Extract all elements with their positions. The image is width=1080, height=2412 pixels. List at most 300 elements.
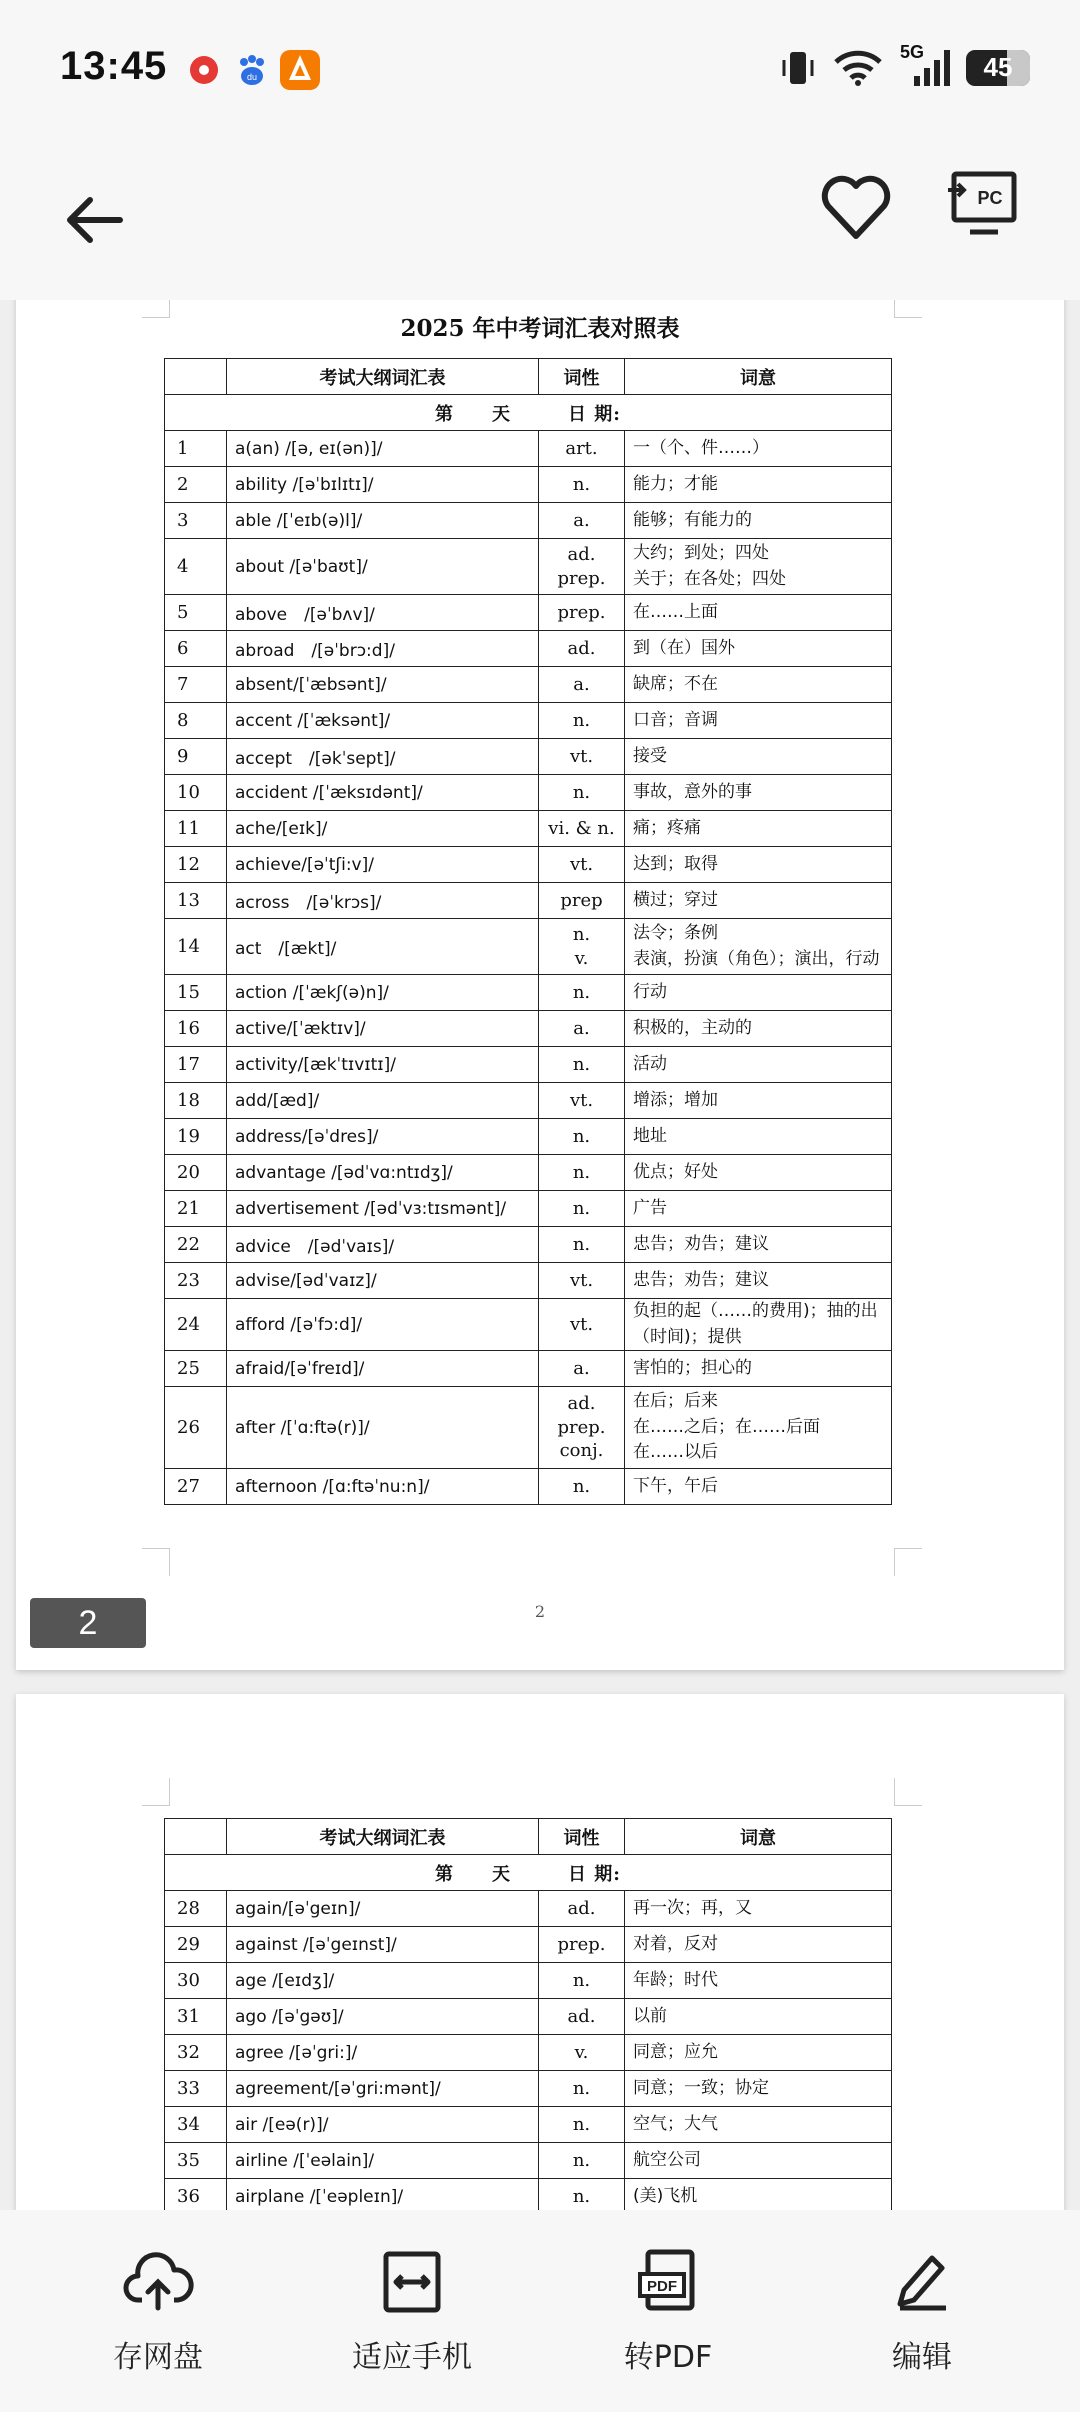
meaning-line: 活动	[633, 1053, 667, 1074]
pos-cell	[539, 1927, 625, 1963]
page-number: 2	[534, 1602, 546, 1621]
top-toolbar	[0, 140, 1080, 300]
meaning-cell	[625, 2179, 892, 2211]
document-page-2	[16, 1694, 1064, 2210]
meaning-line: 能够；有能力的	[633, 509, 752, 530]
back-arrow-icon[interactable]	[60, 180, 140, 260]
pos-line: conj.	[559, 1440, 604, 1462]
table-row	[165, 503, 892, 539]
pos-cell	[539, 1299, 625, 1351]
vibrate-icon	[780, 48, 816, 88]
header-pos: 词性	[539, 1819, 625, 1855]
meaning-line: 到（在）国外	[633, 637, 735, 658]
table-row	[165, 1351, 892, 1387]
edit-label: 编辑	[892, 2340, 952, 2375]
pos-cell	[539, 1999, 625, 2035]
meaning-line: 广告	[633, 1197, 667, 1218]
meaning-line: 在后；后来	[633, 1391, 718, 1412]
battery-level: 45	[983, 52, 1013, 82]
table-row	[165, 1891, 892, 1927]
fit-to-phone-button[interactable]	[292, 2246, 532, 2386]
pos-line: n.	[572, 2185, 591, 2207]
pos-cell	[539, 975, 625, 1011]
row-number: 34	[165, 2107, 227, 2143]
meaning-line: 增添；增加	[633, 1089, 718, 1110]
pos-cell	[539, 847, 625, 883]
pos-line: n.	[572, 2149, 591, 2171]
meaning-cell	[625, 667, 892, 703]
word-cell: activity/[ækˈtɪvɪtɪ]/	[227, 1047, 539, 1083]
meaning-cell	[625, 811, 892, 847]
pos-cell	[539, 1387, 625, 1469]
save-to-cloud-button[interactable]	[38, 2246, 278, 2386]
header-word: 考试大纲词汇表	[227, 359, 539, 395]
pos-line: n.	[572, 924, 591, 946]
meaning-cell	[625, 539, 892, 595]
document-viewer[interactable]	[0, 300, 1080, 2210]
row-number: 5	[165, 595, 227, 631]
header-meaning: 词意	[625, 359, 892, 395]
day-date-label: 第 天 日 期:	[165, 395, 892, 431]
meaning-line: 航空公司	[633, 2149, 701, 2170]
table-row	[165, 1011, 892, 1047]
pos-cell	[539, 1469, 625, 1505]
cellular-signal-icon	[900, 42, 950, 90]
row-number: 10	[165, 775, 227, 811]
meaning-cell	[625, 1011, 892, 1047]
pos-line: n.	[572, 1053, 591, 1075]
page-indicator-badge[interactable]: 2	[30, 1598, 146, 1648]
meaning-cell	[625, 1263, 892, 1299]
meaning-cell	[625, 631, 892, 667]
meaning-line: 同意；一致；协定	[633, 2077, 769, 2098]
meaning-cell	[625, 1227, 892, 1263]
pos-cell	[539, 775, 625, 811]
row-number: 13	[165, 883, 227, 919]
fit-width-icon	[376, 2246, 448, 2318]
meaning-cell	[625, 1191, 892, 1227]
meaning-cell	[625, 775, 892, 811]
pos-line: vt.	[569, 1313, 594, 1335]
word-cell: accident /[ˈæksɪdənt]/	[227, 775, 539, 811]
pos-line: a.	[573, 673, 590, 695]
pos-cell	[539, 2179, 625, 2211]
row-number: 9	[165, 739, 227, 775]
word-cell: again/[əˈgeɪn]/	[227, 1891, 539, 1927]
pos-cell	[539, 1191, 625, 1227]
pos-cell	[539, 595, 625, 631]
word-cell: ability /[əˈbɪlɪtɪ]/	[227, 467, 539, 503]
document-page-1	[16, 300, 1064, 1670]
page-corner-mark	[142, 1548, 170, 1576]
table-header-row	[165, 359, 892, 395]
table-row	[165, 1469, 892, 1505]
table-row	[165, 847, 892, 883]
pos-line: prep.	[557, 1416, 606, 1438]
convert-pdf-button[interactable]	[548, 2246, 788, 2386]
row-number: 30	[165, 1963, 227, 1999]
pos-cell	[539, 1351, 625, 1387]
pos-line: n.	[572, 2077, 591, 2099]
battery-icon	[966, 50, 1030, 86]
table-row	[165, 1083, 892, 1119]
pos-cell	[539, 1891, 625, 1927]
pos-cell	[539, 631, 625, 667]
meaning-line: 忠告；劝告；建议	[633, 1269, 769, 1290]
meaning-cell	[625, 2143, 892, 2179]
pos-line: vi. & n.	[548, 817, 615, 839]
word-cell: afraid/[əˈfreɪd]/	[227, 1351, 539, 1387]
table-row	[165, 1119, 892, 1155]
fit-to-phone-label: 适应手机	[352, 2340, 472, 2375]
pos-line: n.	[572, 1161, 591, 1183]
pos-cell	[539, 1963, 625, 1999]
row-number: 26	[165, 1387, 227, 1469]
pos-cell	[539, 811, 625, 847]
table-row	[165, 1963, 892, 1999]
row-number: 8	[165, 703, 227, 739]
pos-cell	[539, 1119, 625, 1155]
word-cell: achieve/[əˈtʃi:v]/	[227, 847, 539, 883]
pos-cell	[539, 431, 625, 467]
table-row	[165, 1299, 892, 1351]
row-number: 25	[165, 1351, 227, 1387]
pos-cell	[539, 503, 625, 539]
meaning-line: 达到；取得	[633, 853, 718, 874]
notification-app-icon-red	[184, 50, 224, 90]
pos-cell	[539, 1083, 625, 1119]
orange-app-icon	[280, 50, 320, 90]
word-cell: above /[əˈbʌv]/	[227, 595, 539, 631]
word-cell: ago /[əˈgəʊ]/	[227, 1999, 539, 2035]
meaning-line: 地址	[633, 1125, 667, 1146]
meaning-line: (美)飞机	[633, 2185, 698, 2206]
svg-text:PDF: PDF	[647, 2278, 677, 2295]
meaning-cell	[625, 1083, 892, 1119]
word-cell: airline /[ˈeəlain]/	[227, 2143, 539, 2179]
meaning-line: 痛；疼痛	[633, 817, 701, 838]
table-row	[165, 1047, 892, 1083]
table-row	[165, 975, 892, 1011]
row-number: 36	[165, 2179, 227, 2211]
meaning-line: 在……之后；在……后面	[633, 1416, 820, 1437]
meaning-cell	[625, 1119, 892, 1155]
meaning-cell	[625, 1351, 892, 1387]
pos-line: n.	[572, 781, 591, 803]
pos-cell	[539, 467, 625, 503]
wifi-icon	[832, 48, 884, 88]
header-number	[165, 1819, 227, 1855]
row-number: 2	[165, 467, 227, 503]
pos-line: a.	[573, 509, 590, 531]
page-corner-mark	[142, 1778, 170, 1806]
pdf-icon	[632, 2246, 704, 2318]
meaning-line: 忠告；劝告；建议	[633, 1233, 769, 1254]
pos-cell	[539, 1155, 625, 1191]
table-row	[165, 1999, 892, 2035]
pos-line: v.	[574, 947, 589, 969]
meaning-line: 年龄；时代	[633, 1969, 718, 1990]
meaning-line: 再一次；再，又	[633, 1897, 752, 1918]
row-number: 21	[165, 1191, 227, 1227]
meaning-line: 缺席；不在	[633, 673, 718, 694]
meaning-cell	[625, 1299, 892, 1351]
meaning-line: 一（个、件……）	[633, 437, 769, 458]
word-cell: absent/[ˈæbsənt]/	[227, 667, 539, 703]
pos-line: v.	[574, 2041, 589, 2063]
table-row	[165, 1263, 892, 1299]
meaning-line: 空气；大气	[633, 2113, 718, 2134]
convert-pdf-label: 转PDF	[623, 2340, 713, 2375]
pos-cell	[539, 919, 625, 975]
header-word: 考试大纲词汇表	[227, 1819, 539, 1855]
word-cell: add/[æd]/	[227, 1083, 539, 1119]
meaning-line: 行动	[633, 981, 667, 1002]
meaning-line: 优点；好处	[633, 1161, 718, 1182]
meaning-line: 横过；穿过	[633, 889, 718, 910]
table-row	[165, 667, 892, 703]
row-number: 12	[165, 847, 227, 883]
cast-to-pc-icon[interactable]	[946, 168, 1022, 244]
table-row	[165, 775, 892, 811]
word-cell: across /[əˈkrɔs]/	[227, 883, 539, 919]
word-cell: after /[ˈɑ:ftə(r)]/	[227, 1387, 539, 1469]
meaning-cell	[625, 1387, 892, 1469]
table-row	[165, 595, 892, 631]
status-icons	[780, 42, 1030, 90]
cloud-upload-icon	[122, 2246, 194, 2318]
meaning-cell	[625, 847, 892, 883]
meaning-cell	[625, 1155, 892, 1191]
pos-cell	[539, 667, 625, 703]
word-cell: able /[ˈeɪb(ə)l]/	[227, 503, 539, 539]
pos-cell	[539, 703, 625, 739]
pos-line: n.	[572, 981, 591, 1003]
vocabulary-table	[164, 1818, 892, 2210]
row-number: 1	[165, 431, 227, 467]
meaning-line: 在……上面	[633, 601, 718, 622]
word-cell: airplane /[ˈeəpleɪn]/	[227, 2179, 539, 2211]
meaning-line: 法令；条例	[633, 923, 718, 943]
table-row	[165, 739, 892, 775]
pos-cell	[539, 539, 625, 595]
meaning-line: 关于；在各处；四处	[633, 568, 786, 589]
table-row	[165, 1927, 892, 1963]
pos-line: ad.	[567, 1897, 596, 1919]
meaning-line: 大约；到处；四处	[633, 543, 769, 563]
meaning-cell	[625, 1469, 892, 1505]
meaning-line: 积极的，主动的	[633, 1017, 752, 1038]
meaning-line: 同意；应允	[633, 2041, 718, 2062]
meaning-cell	[625, 703, 892, 739]
table-row	[165, 883, 892, 919]
meaning-cell	[625, 1047, 892, 1083]
word-cell: accent /[ˈæksənt]/	[227, 703, 539, 739]
table-row	[165, 2107, 892, 2143]
word-cell: age /[eɪdʒ]/	[227, 1963, 539, 1999]
table-header-row	[165, 1819, 892, 1855]
day-date-row	[165, 395, 892, 431]
word-cell: afternoon /[ɑ:ftəˈnu:n]/	[227, 1469, 539, 1505]
status-bar	[0, 0, 1080, 140]
header-meaning: 词意	[625, 1819, 892, 1855]
word-cell: air /[eə(r)]/	[227, 2107, 539, 2143]
table-row	[165, 467, 892, 503]
pos-line: ad.	[567, 544, 596, 566]
pos-line: n.	[572, 1475, 591, 1497]
document-title: 2025 年中考词汇表对照表	[400, 315, 680, 342]
word-cell: about /[əˈbaʊt]/	[227, 539, 539, 595]
pos-cell	[539, 1047, 625, 1083]
word-cell: ache/[eɪk]/	[227, 811, 539, 847]
pos-cell	[539, 739, 625, 775]
row-number: 35	[165, 2143, 227, 2179]
pos-line: n.	[572, 1233, 591, 1255]
pos-cell	[539, 2035, 625, 2071]
row-number: 32	[165, 2035, 227, 2071]
meaning-line: 对着，反对	[633, 1933, 718, 1954]
word-cell: agreement/[əˈgri:mənt]/	[227, 2071, 539, 2107]
row-number: 4	[165, 539, 227, 595]
row-number: 11	[165, 811, 227, 847]
pencil-icon	[886, 2246, 958, 2318]
word-cell: active/[ˈæktɪv]/	[227, 1011, 539, 1047]
row-number: 31	[165, 1999, 227, 2035]
table-row	[165, 2179, 892, 2211]
pos-line: n.	[572, 2113, 591, 2135]
meaning-cell	[625, 467, 892, 503]
word-cell: advise/[ədˈvaɪz]/	[227, 1263, 539, 1299]
pos-cell	[539, 1227, 625, 1263]
header-number	[165, 359, 227, 395]
meaning-cell	[625, 1963, 892, 1999]
meaning-line: 接受	[633, 745, 667, 766]
save-to-cloud-label: 存网盘	[113, 2340, 203, 2375]
row-number: 14	[165, 919, 227, 975]
page-corner-mark	[894, 1548, 922, 1576]
meaning-cell	[625, 1927, 892, 1963]
pos-line: ad.	[567, 1393, 596, 1415]
meaning-line: 表演，扮演（角色）；演出，行动	[633, 948, 880, 969]
row-number: 29	[165, 1927, 227, 1963]
pos-line: ad.	[567, 2005, 596, 2027]
table-row	[165, 1155, 892, 1191]
table-row	[165, 1191, 892, 1227]
table-row	[165, 2035, 892, 2071]
table-row	[165, 2143, 892, 2179]
meaning-cell	[625, 503, 892, 539]
word-cell: agree /[əˈgri:]/	[227, 2035, 539, 2071]
pos-line: vt.	[569, 745, 594, 767]
pos-line: a.	[573, 1017, 590, 1039]
pos-cell	[539, 2143, 625, 2179]
word-cell: abroad /[əˈbrɔ:d]/	[227, 631, 539, 667]
meaning-cell	[625, 2071, 892, 2107]
row-number: 6	[165, 631, 227, 667]
row-number: 23	[165, 1263, 227, 1299]
vocabulary-table	[164, 358, 892, 1505]
table-row	[165, 539, 892, 595]
table-row	[165, 703, 892, 739]
pos-line: art.	[565, 437, 598, 459]
row-number: 17	[165, 1047, 227, 1083]
row-number: 24	[165, 1299, 227, 1351]
bottom-toolbar	[0, 2210, 1080, 2412]
day-date-label: 第 天 日 期:	[165, 1855, 892, 1891]
pos-cell	[539, 2071, 625, 2107]
word-cell: advice /[ədˈvaɪs]/	[227, 1227, 539, 1263]
pos-line: prep.	[557, 601, 606, 623]
word-cell: afford /[əˈfɔ:d]/	[227, 1299, 539, 1351]
word-cell: advantage /[ədˈvɑ:ntɪdʒ]/	[227, 1155, 539, 1191]
meaning-line: 事故，意外的事	[633, 781, 752, 802]
pos-cell	[539, 883, 625, 919]
meaning-cell	[625, 431, 892, 467]
word-cell: against /[əˈgeɪnst]/	[227, 1927, 539, 1963]
pos-line: a.	[573, 1357, 590, 1379]
row-number: 7	[165, 667, 227, 703]
row-number: 28	[165, 1891, 227, 1927]
meaning-line: 以前	[633, 2005, 667, 2026]
edit-button[interactable]	[802, 2246, 1042, 2386]
row-number: 27	[165, 1469, 227, 1505]
header-pos: 词性	[539, 359, 625, 395]
table-row	[165, 1227, 892, 1263]
status-time: 13:45	[60, 44, 168, 88]
meaning-cell	[625, 1891, 892, 1927]
table-row	[165, 811, 892, 847]
row-number: 15	[165, 975, 227, 1011]
row-number: 3	[165, 503, 227, 539]
day-date-row	[165, 1855, 892, 1891]
pos-line: vt.	[569, 1089, 594, 1111]
row-number: 33	[165, 2071, 227, 2107]
pos-line: n.	[572, 1969, 591, 1991]
heart-icon[interactable]	[818, 170, 894, 246]
page-corner-mark	[894, 1778, 922, 1806]
meaning-cell	[625, 975, 892, 1011]
row-number: 16	[165, 1011, 227, 1047]
meaning-line: 下午，午后	[633, 1475, 718, 1496]
table-row	[165, 1387, 892, 1469]
meaning-cell	[625, 739, 892, 775]
table-row	[165, 431, 892, 467]
meaning-line: 负担的起（……的费用)；抽的出（时间)；提供	[633, 1301, 878, 1347]
table-row	[165, 919, 892, 975]
word-cell: advertisement /[ədˈvɜ:tɪsmənt]/	[227, 1191, 539, 1227]
baidu-icon	[232, 50, 272, 90]
pos-line: n.	[572, 709, 591, 731]
pos-line: n.	[572, 1125, 591, 1147]
pos-line: vt.	[569, 853, 594, 875]
meaning-line: 害怕的；担心的	[633, 1357, 752, 1378]
pos-line: n.	[572, 473, 591, 495]
word-cell: action /[ˈækʃ(ə)n]/	[227, 975, 539, 1011]
word-cell: accept /[əkˈsept]/	[227, 739, 539, 775]
pos-cell	[539, 1011, 625, 1047]
pos-cell	[539, 1263, 625, 1299]
row-number: 18	[165, 1083, 227, 1119]
network-type: 5G	[900, 42, 925, 62]
meaning-line: 口音；音调	[633, 709, 718, 730]
pos-line: n.	[572, 1197, 591, 1219]
pos-line: vt.	[569, 1269, 594, 1291]
meaning-cell	[625, 919, 892, 975]
svg-text:PC: PC	[977, 188, 1003, 208]
meaning-cell	[625, 883, 892, 919]
table-row	[165, 631, 892, 667]
pos-line: prep.	[557, 1933, 606, 1955]
